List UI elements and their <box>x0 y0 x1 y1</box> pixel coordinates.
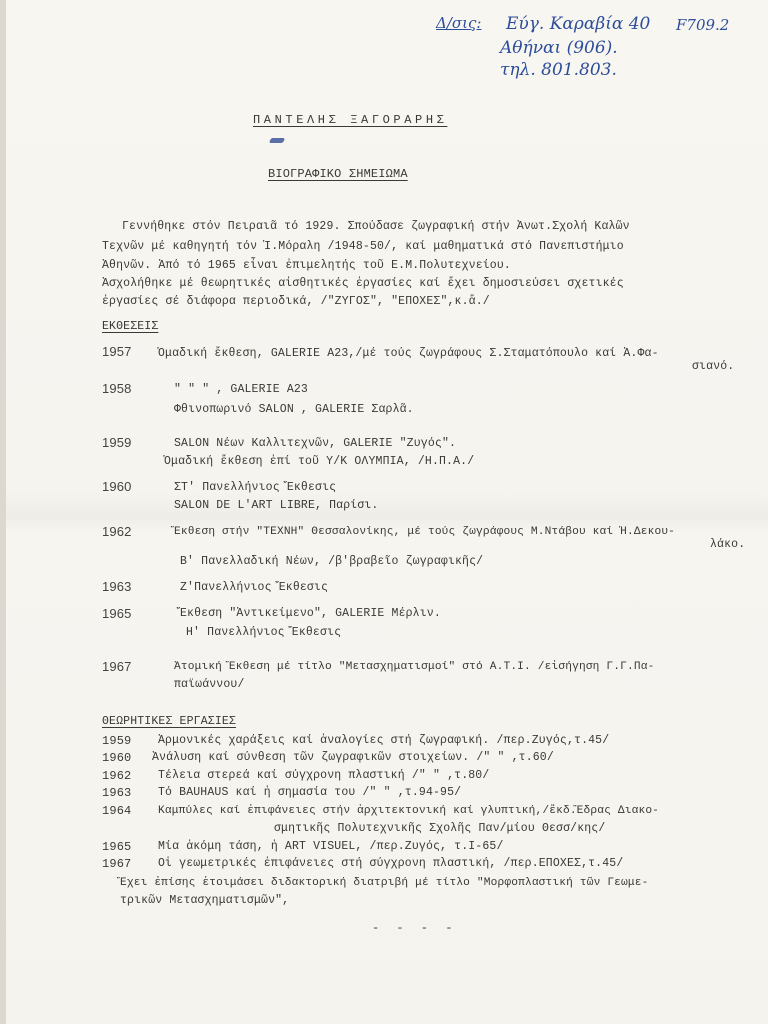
exhibition-entry: Ὁμαδική ἔκθεση, GALERIE A23,/μέ τούς ζωγράφους Σ.Σταματόπουλο καί Ἀ.Φα- <box>158 347 659 360</box>
bio-line: Ἀθηνῶν. Ἀπό τό 1965 εἶναι ἐπιμελητής τοῦ Ε.Μ.Πολυτεχνείου. <box>102 259 511 272</box>
work-entry: Ἀνάλυση καί σύνθεση τῶν ζωγραφικῶν στοιχείων. /" " ,τ.60/ <box>152 751 554 764</box>
exhibition-entry: Ἔκθεση "Ἀντικείμενο", GALERIE Μέρλιν. <box>180 607 441 620</box>
exhibition-year: 1960 <box>102 479 132 494</box>
exhibition-entry: Ἔκθεση στήν "ΤΕΧΝΗ" Θεσσαλονίκης, μέ τούς ζωγράφους Μ.Ντάβου καί Ἠ.Δεκου- <box>174 526 676 538</box>
exhibition-entry: παϊωάννου/ <box>174 678 245 691</box>
exhibition-year: 1959 <box>102 435 132 450</box>
exhibition-year: 1965 <box>102 606 132 621</box>
work-year: 1965 <box>102 840 132 854</box>
end-mark: - - - - <box>372 921 458 935</box>
exhibition-year: 1957 <box>102 344 132 359</box>
handwritten-phone: τηλ. 801.803. <box>500 60 617 80</box>
handwritten-city: Αθήναι (906). <box>500 38 618 58</box>
work-year: 1962 <box>102 769 132 783</box>
exhibition-year: 1967 <box>102 659 132 674</box>
works-heading: ΘΕΩΡΗΤΙΚΕΣ ΕΡΓΑΣΙΕΣ <box>102 715 236 728</box>
bio-line: Ἀσχολήθηκε μέ θεωρητικές αἰσθητικές ἐργασίες καί ἔχει δημοσιεύσει σχετικές <box>102 277 624 290</box>
exhibitions-heading: ΕΚΘΕΣΕΙΣ <box>102 320 159 333</box>
paper-edge <box>0 0 6 1024</box>
handwritten-prefix: Δ/σις: <box>436 14 482 32</box>
work-entry: Τέλεια στερεά καί σύγχρονη πλαστική /" " ,τ.80/ <box>158 769 490 782</box>
exhibition-entry: ΣΤ' Πανελλήνιος Ἔκθεσις <box>174 481 337 494</box>
bio-line: ἐργασίες σέ διάφορα περιοδικά, /"ΖΥΓΟΣ", "ΕΠΟΧΕΣ",κ.ἄ./ <box>102 295 490 308</box>
work-entry: Τό BAUHAUS καί ἡ σημασία του /" " ,τ.94-95/ <box>158 786 462 799</box>
work-entry: Καμπύλες καί ἐπιφάνειες στήν ἀρχιτεκτονική καί γλυπτική,/ἔκδ.Ἕδρας Διακο- <box>158 805 660 817</box>
exhibition-year: 1962 <box>102 524 132 539</box>
exhibition-entry: Ὁμαδική ἔκθεση ἐπί τοῦ Υ/Κ ΟΛΥΜΠΙΑ, /Η.Π.Α./ <box>164 455 475 468</box>
document-subtitle: ΒΙΟΓΡΑΦΙΚΟ ΣΗΜΕΙΩΜΑ <box>268 167 408 181</box>
exhibition-entry: σιανό. <box>692 360 735 373</box>
exhibition-entry: λάκο. <box>710 538 746 551</box>
exhibition-entry: SALON Νέων Καλλιτεχνῶν, GALERIE "Ζυγός". <box>174 437 457 450</box>
exhibition-entry: SALON DE L'ART LIBRE, Παρίσι. <box>174 499 379 512</box>
ink-mark <box>269 138 285 143</box>
work-entry: Ἁρμονικές χαράξεις καί ἀναλογίες στή ζωγραφική. /περ.Ζυγός,τ.45/ <box>158 734 610 747</box>
work-entry: Οἱ γεωμετρικές ἐπιφάνειες στή σύγχρονη πλαστική, /περ.ΕΠΟΧΕΣ,τ.45/ <box>158 857 624 870</box>
work-year: 1967 <box>102 857 132 871</box>
handwritten-ref: F709.2 <box>676 16 730 34</box>
exhibition-year: 1963 <box>102 579 132 594</box>
exhibition-entry: Φθινοπωρινό SALON , GALERIE Σαρλᾶ. <box>174 403 414 416</box>
handwritten-street: Εύγ. Καραβία 40 <box>506 14 651 34</box>
closing-line: Ἔχει ἐπίσης ἑτοιμάσει διδακτορική διατριβή μέ τίτλο "Μορφοπλαστική τῶν Γεωμε- <box>120 877 649 889</box>
bio-line: Τεχνῶν μέ καθηγητή τόν Ἰ.Μόραλη /1948-50/, καί μαθηματικά στό Πανεπιστήμιο <box>102 240 624 253</box>
work-year: 1963 <box>102 786 132 800</box>
work-entry: σμητικῆς Πολυτεχνικῆς Σχολῆς Παν/μίου Θεσσ/κης/ <box>274 822 606 835</box>
exhibition-entry: Η' Πανελλήνιος Ἔκθεσις <box>186 626 342 639</box>
work-year: 1964 <box>102 804 132 818</box>
work-entry: Μία ἀκόμη τάση, ἡ ART VISUEL, /περ.Ζυγός, τ.Ι-65/ <box>158 840 504 853</box>
author-name-heading: ΠΑΝΤΕΛΗΣ ΞΑΓΟΡΑΡΗΣ <box>253 113 448 127</box>
work-year: 1960 <box>102 751 132 765</box>
exhibition-entry: Ἀτομική Ἔκθεση μέ τίτλο "Μετασχηματισμοί" στό Α.Τ.Ι. /εἰσήγηση Γ.Γ.Πα- <box>174 661 655 673</box>
exhibition-entry: " " " , GALERIE A23 <box>174 383 308 396</box>
exhibition-entry: Β' Πανελλαδική Νέων, /β'βραβεῖο ζωγραφικῆς/ <box>180 555 484 568</box>
exhibition-year: 1958 <box>102 381 132 396</box>
bio-line: Γεννήθηκε στόν Πειραιᾶ τό 1929. Σπούδασε ζωγραφική στήν Ἀνωτ.Σχολή Καλῶν <box>122 220 630 233</box>
exhibition-entry: Ζ'Πανελλήνιος Ἔκθεσις <box>180 581 329 594</box>
closing-line: τρικῶν Μετασχηματισμῶν", <box>120 894 290 907</box>
work-year: 1959 <box>102 734 132 748</box>
